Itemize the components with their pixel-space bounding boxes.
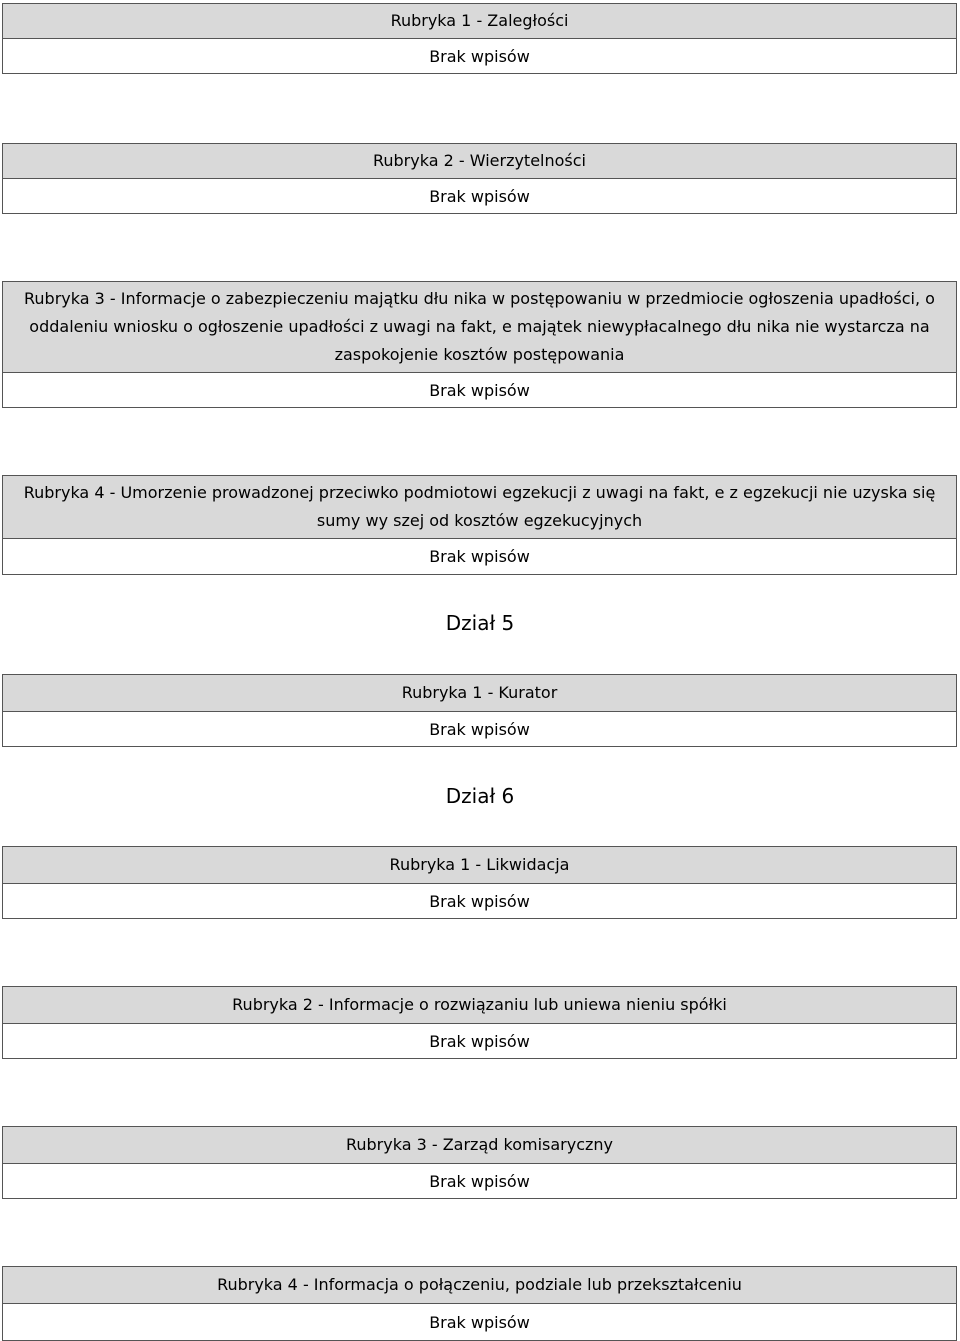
rubric-value: Brak wpisów — [3, 1304, 956, 1340]
rubric-header: Rubryka 2 - Wierzytelności — [3, 144, 956, 179]
rubric-polaczenie-podzial — [2, 1266, 957, 1341]
rubric-value: Brak wpisów — [3, 712, 956, 746]
rubric-rozwiazanie-spolki — [2, 986, 957, 1059]
section-5-title: Dział 5 — [445, 611, 515, 635]
rubric-value: Brak wpisów — [3, 884, 956, 918]
rubric-zabezpieczenie-majatku — [2, 281, 957, 408]
rubric-header: Rubryka 1 - Zaległości — [3, 4, 956, 39]
rubric-kurator — [2, 674, 957, 747]
rubric-header: Rubryka 3 - Zarząd komisaryczny — [3, 1127, 956, 1164]
rubric-header: Rubryka 1 - Likwidacja — [3, 847, 956, 884]
rubric-value: Brak wpisów — [3, 179, 956, 213]
rubric-zaleglosci — [2, 3, 957, 74]
rubric-value: Brak wpisów — [3, 39, 956, 73]
rubric-value: Brak wpisów — [3, 373, 956, 407]
rubric-umorzenie-egzekucji — [2, 475, 957, 575]
rubric-header: Rubryka 4 - Umorzenie prowadzonej przeciwko podmiotowi egzekucji z uwagi na fakt, e z egzekucji nie uzyska się sumy wy szej od kosztów egzekucyjnych — [3, 476, 956, 539]
rubric-header: Rubryka 4 - Informacja o połączeniu, podziale lub przekształceniu — [3, 1267, 956, 1304]
rubric-value: Brak wpisów — [3, 1164, 956, 1198]
rubric-zarzad-komisaryczny — [2, 1126, 957, 1199]
rubric-header: Rubryka 1 - Kurator — [3, 675, 956, 712]
rubric-header: Rubryka 2 - Informacje o rozwiązaniu lub uniewa nieniu spółki — [3, 987, 956, 1024]
rubric-value: Brak wpisów — [3, 1024, 956, 1058]
rubric-likwidacja — [2, 846, 957, 919]
rubric-wierzytelnosci — [2, 143, 957, 214]
rubric-value: Brak wpisów — [3, 539, 956, 574]
rubric-header: Rubryka 3 - Informacje o zabezpieczeniu majątku dłu nika w postępowaniu w przedmiocie ogłoszenia upadłości, o oddaleniu wniosku o ogłoszenie upadłości z uwagi na fakt, e majątek niewypłacalnego dłu nika nie wystarcza na zaspokojenie kosztów postępowania — [3, 282, 956, 373]
section-6-title: Dział 6 — [445, 784, 515, 808]
